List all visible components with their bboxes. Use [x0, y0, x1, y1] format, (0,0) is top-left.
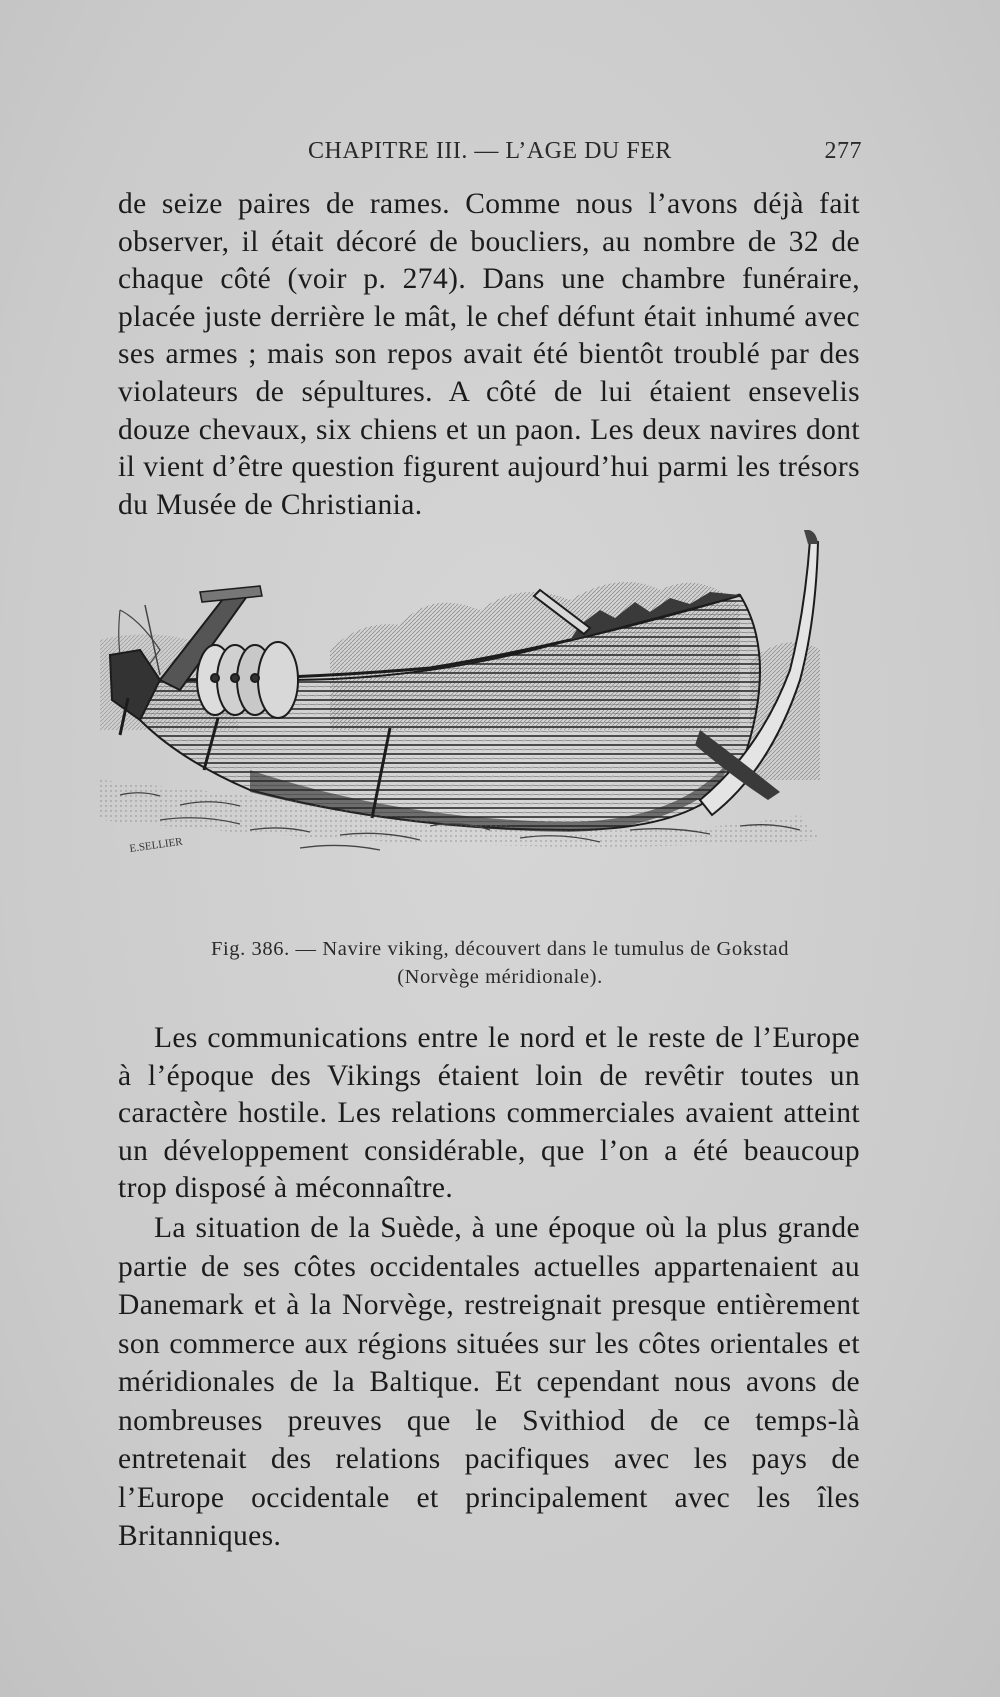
page-number: 277: [824, 138, 862, 164]
running-head: [118, 138, 862, 174]
chapter-title: CHAPITRE III. — L’AGE DU FER: [308, 138, 672, 164]
viking-ship-illustration: [100, 530, 880, 920]
figure-caption-continued: (Norvège méridionale).: [397, 966, 603, 988]
shield-4: [258, 642, 298, 718]
figure-caption: Fig. 386. — Navire viking, découvert dans le tumulus de Gokstad: [210, 938, 790, 960]
shields: [197, 642, 298, 718]
paragraph: [118, 1209, 860, 1556]
engraver-signature: E.SELLIER: [128, 835, 184, 855]
paragraph: [118, 1020, 860, 1208]
paragraph-text: La situation de la Suède, à une époque où la plus grande partie de ses côtes occidentales actuelles appartenaient au Danemark et à la Norvège, restreignait presque entièrement son commerce aux régions situées sur les côtes orientales et méridionales de la Baltique. Et cependant nous avons de nombreuses preuves que le Svithiod de ce temps-là entretenait des relations pacifiques avec les pays de l’Europe occidentale et principalement avec les îles Britanniques.: [118, 1212, 860, 1552]
paragraph-text: de seize paires de rames. Comme nous l’avons déjà fait observer, il était décoré de boucliers, au nombre de 32 de chaque côté (voir p. 274). Dans une chambre funéraire, placée juste derrière le mât, le chef défunt était inhumé avec ses armes ; mais son repos avait été bientôt troublé par des violateurs de sépultures. A côté de lui étaient ensevelis douze chevaux, six chiens et un paon. Les deux navires dont il vient d’être question figurent aujourd’hui parmi les trésors du Musée de Christiania.: [118, 188, 860, 521]
stern-post-head: [804, 530, 818, 544]
paragraph-continued: [118, 186, 860, 524]
figure-viking-ship: [100, 530, 880, 920]
paragraph-text: Les communications entre le nord et le reste de l’Europe à l’époque des Vikings étaient loin de revêtir toutes un caractère hostile. Les relations commerciales avaient atteint un développement considérable, que l’on a été beaucoup trop disposé à méconnaître.: [118, 1022, 860, 1205]
